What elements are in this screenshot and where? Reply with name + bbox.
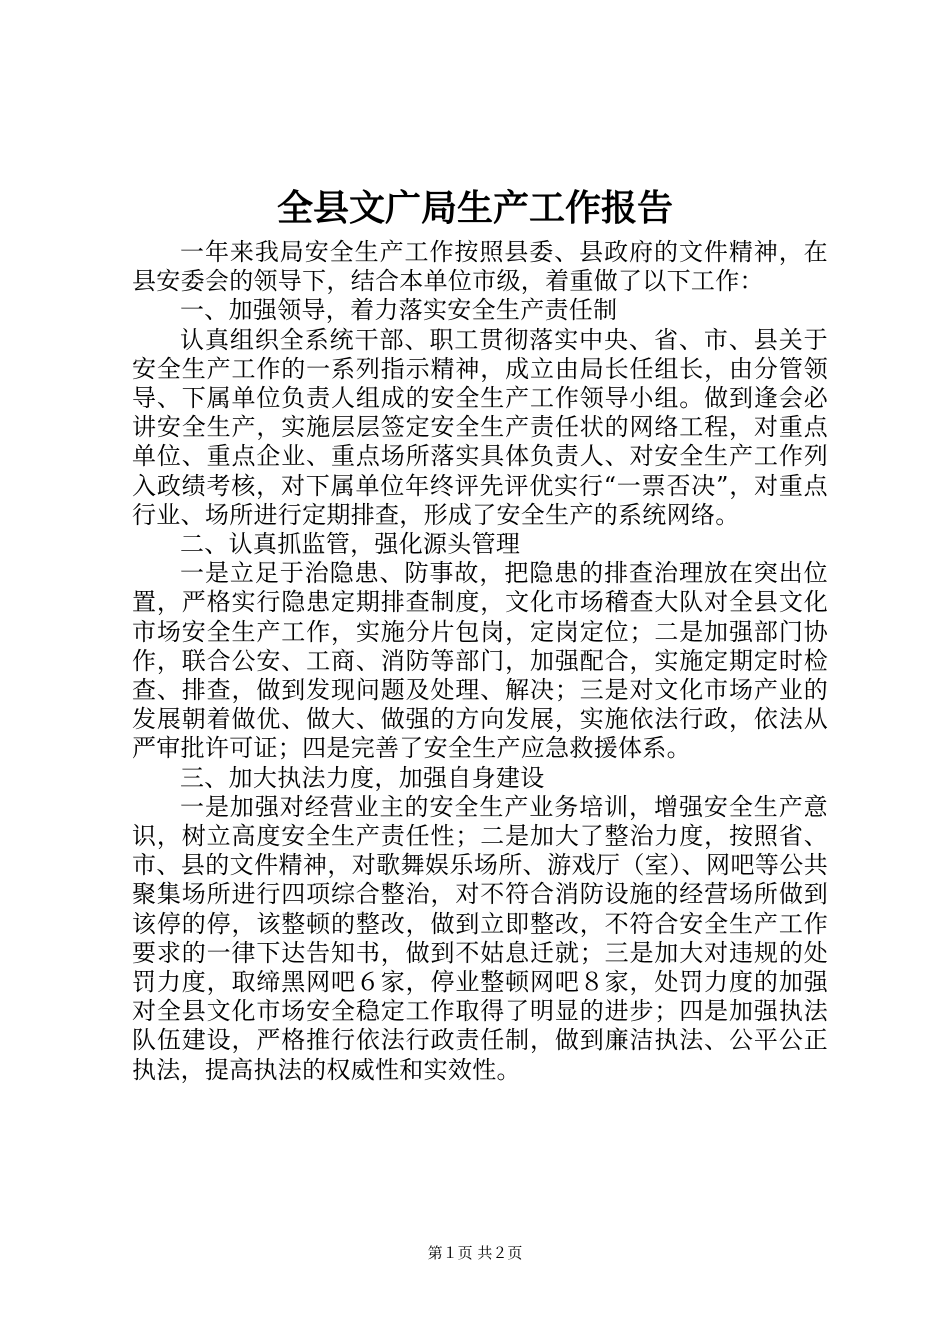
section-heading-3: 三、加大执法力度，加强自身建设 xyxy=(180,763,545,792)
section-heading-1: 一、加强领导，着力落实安全生产责任制 xyxy=(180,296,618,325)
section-paragraph-2: 一是立足于治隐患、防事故，把隐患的排查治理放在突出位置，严格实行隐患定期排查制度，文化市场稽查大队对全县文化市场安全生产工作，实施分片包岗，定岗定位；二是加强部门协作，联合公安、工商、消防等部门，加强配合，实施定期定时检查、排查，做到发现问题及处理、解决；三是对文化市场产业的发展朝着做优、做大、做强的方向发展，实施依法行政，依法从严审批许可证；四是完善了安全生产应急救援体系。 xyxy=(132,559,828,763)
page-number-footer: 第１页 共２页 xyxy=(427,1244,523,1262)
intro-paragraph: 一年来我局安全生产工作按照县委、县政府的文件精神，在县安委会的领导下，结合本单位市级，着重做了以下工作： xyxy=(132,238,828,296)
section-heading-2: 二、认真抓监管，强化源头管理 xyxy=(180,530,521,559)
section-paragraph-3: 一是加强对经营业主的安全生产业务培训，增强安全生产意识，树立高度安全生产责任性；二是加大了整治力度，按照省、市、县的文件精神，对歌舞娱乐场所、游戏厅（室）、网吧等公共聚集场所进行四项综合整治，对不符合消防设施的经营场所做到该停的停，该整顿的整改，做到立即整改，不符合安全生产工作要求的一律下达告知书，做到不姑息迁就；三是加大对违规的处罚力度，取缔黑网吧６家，停业整顿网吧８家，处罚力度的加强对全县文化市场安全稳定工作取得了明显的进步；四是加强执法队伍建设，严格推行依法行政责任制，做到廉洁执法、公平公正执法，提高执法的权威性和实效性。 xyxy=(132,792,828,1084)
section-paragraph-1: 认真组织全系统干部、职工贯彻落实中央、省、市、县关于安全生产工作的一系列指示精神，成立由局长任组长，由分管领导、下属单位负责人组成的安全生产工作领导小组。做到逢会必讲安全生产，实施层层签定安全生产责任状的网络工程，对重点单位、重点企业、重点场所落实具体负责人、对安全生产工作列入政绩考核，对下属单位年终评先评优实行“一票否决”，对重点行业、场所进行定期排查，形成了安全生产的系统网络。 xyxy=(132,325,828,529)
document-body xyxy=(132,238,828,1085)
document-title: 全县文广局生产工作报告 xyxy=(276,187,673,229)
